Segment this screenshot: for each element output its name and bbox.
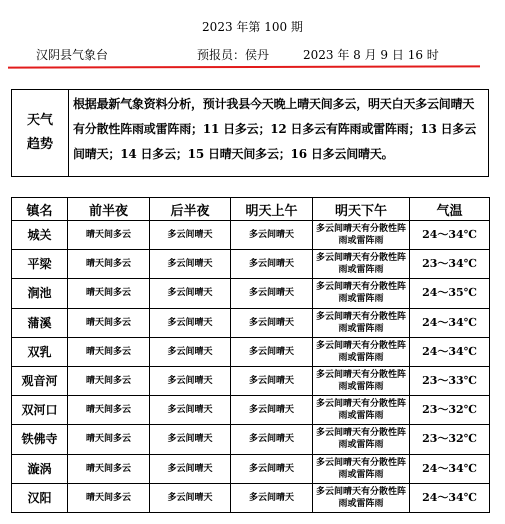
cell-first-half: 晴天间多云 — [68, 221, 150, 250]
weather-trend-box — [11, 89, 489, 177]
cell-temp: 24～34℃ — [410, 221, 490, 250]
cell-am: 多云间晴天 — [231, 337, 313, 366]
cell-second-half: 多云间晴天 — [150, 279, 231, 308]
cell-temp: 23～33℃ — [410, 366, 490, 395]
trend-label — [12, 90, 69, 176]
cell-am: 多云间晴天 — [231, 250, 313, 279]
cell-second-half: 多云间晴天 — [150, 337, 231, 366]
cell-temp: 23～34℃ — [410, 250, 490, 279]
cell-temp: 24～34℃ — [410, 308, 490, 337]
cell-second-half: 多云间晴天 — [150, 454, 231, 483]
cell-am: 多云间晴天 — [231, 454, 313, 483]
cell-first-half: 晴天间多云 — [68, 250, 150, 279]
col-header-first-half-night: 前半夜 — [68, 198, 150, 221]
issue-datetime: 2023 年 8 月 9 日 16 时 — [303, 48, 439, 62]
cell-town: 平梁 — [12, 250, 68, 279]
issue-number: 2023 年第 100 期 — [202, 20, 303, 34]
cell-temp: 23～32℃ — [410, 425, 490, 454]
table-row — [12, 308, 490, 337]
trend-text: 根据最新气象资料分析，预计我县今天晚上晴天间多云，明天白天多云间晴天有分散性阵雨或雷阵雨；11 日多云；12 日多云有阵雨或雷阵雨；13 日多云间晴天；14 日多云；15 日晴天间多云；16 日多云间晴天。 — [73, 97, 477, 161]
col-header-second-half-night: 后半夜 — [150, 198, 231, 221]
table-row — [12, 250, 490, 279]
forecaster: 预报员：侯丹 — [197, 48, 270, 62]
cell-temp: 23～32℃ — [410, 396, 490, 425]
cell-pm: 多云间晴天有分散性阵雨或雷阵雨 — [313, 337, 410, 366]
cell-temp: 24～34℃ — [410, 483, 490, 512]
header-line — [0, 47, 505, 63]
cell-first-half: 晴天间多云 — [68, 337, 150, 366]
cell-pm: 多云间晴天有分散性阵雨或雷阵雨 — [313, 250, 410, 279]
col-header-tomorrow-pm: 明天下午 — [313, 198, 410, 221]
cell-town: 双河口 — [12, 396, 68, 425]
cell-town: 涧池 — [12, 279, 68, 308]
cell-second-half: 多云间晴天 — [150, 396, 231, 425]
cell-first-half: 晴天间多云 — [68, 308, 150, 337]
station-name: 汉阴县气象台 — [36, 48, 109, 62]
header-divider — [8, 65, 480, 68]
cell-pm: 多云间晴天有分散性阵雨或雷阵雨 — [313, 396, 410, 425]
table-row — [12, 337, 490, 366]
cell-first-half: 晴天间多云 — [68, 454, 150, 483]
cell-town: 观音河 — [12, 366, 68, 395]
trend-label-line1: 天气 — [26, 113, 53, 128]
cell-pm: 多云间晴天有分散性阵雨或雷阵雨 — [313, 483, 410, 512]
cell-am: 多云间晴天 — [231, 396, 313, 425]
cell-am: 多云间晴天 — [231, 425, 313, 454]
table-row — [12, 279, 490, 308]
cell-pm: 多云间晴天有分散性阵雨或雷阵雨 — [313, 279, 410, 308]
cell-pm: 多云间晴天有分散性阵雨或雷阵雨 — [313, 425, 410, 454]
cell-pm: 多云间晴天有分散性阵雨或雷阵雨 — [313, 221, 410, 250]
table-row — [12, 454, 490, 483]
table-row — [12, 483, 490, 512]
table-row — [12, 425, 490, 454]
cell-town: 铁佛寺 — [12, 425, 68, 454]
cell-first-half: 晴天间多云 — [68, 483, 150, 512]
cell-temp: 24～34℃ — [410, 454, 490, 483]
cell-temp: 24～35℃ — [410, 279, 490, 308]
cell-pm: 多云间晴天有分散性阵雨或雷阵雨 — [313, 454, 410, 483]
cell-second-half: 多云间晴天 — [150, 366, 231, 395]
cell-temp: 24～34℃ — [410, 337, 490, 366]
cell-town: 双乳 — [12, 337, 68, 366]
cell-town: 蒲溪 — [12, 308, 68, 337]
cell-town: 漩涡 — [12, 454, 68, 483]
col-header-tomorrow-am: 明天上午 — [231, 198, 313, 221]
col-header-temperature: 气温 — [410, 198, 490, 221]
cell-second-half: 多云间晴天 — [150, 221, 231, 250]
trend-label-line2: 趋势 — [26, 137, 53, 152]
cell-first-half: 晴天间多云 — [68, 425, 150, 454]
cell-am: 多云间晴天 — [231, 366, 313, 395]
cell-town: 汉阳 — [12, 483, 68, 512]
col-header-town: 镇名 — [12, 198, 68, 221]
cell-first-half: 晴天间多云 — [68, 396, 150, 425]
cell-first-half: 晴天间多云 — [68, 366, 150, 395]
table-row — [12, 221, 490, 250]
table-row — [12, 366, 490, 395]
table-header-row — [12, 198, 490, 221]
cell-second-half: 多云间晴天 — [150, 308, 231, 337]
cell-first-half: 晴天间多云 — [68, 279, 150, 308]
cell-town: 城关 — [12, 221, 68, 250]
cell-am: 多云间晴天 — [231, 308, 313, 337]
cell-am: 多云间晴天 — [231, 483, 313, 512]
cell-am: 多云间晴天 — [231, 279, 313, 308]
cell-second-half: 多云间晴天 — [150, 425, 231, 454]
cell-second-half: 多云间晴天 — [150, 483, 231, 512]
forecast-table — [11, 197, 490, 513]
table-row — [12, 396, 490, 425]
cell-pm: 多云间晴天有分散性阵雨或雷阵雨 — [313, 366, 410, 395]
cell-am: 多云间晴天 — [231, 221, 313, 250]
cell-pm: 多云间晴天有分散性阵雨或雷阵雨 — [313, 308, 410, 337]
cell-second-half: 多云间晴天 — [150, 250, 231, 279]
